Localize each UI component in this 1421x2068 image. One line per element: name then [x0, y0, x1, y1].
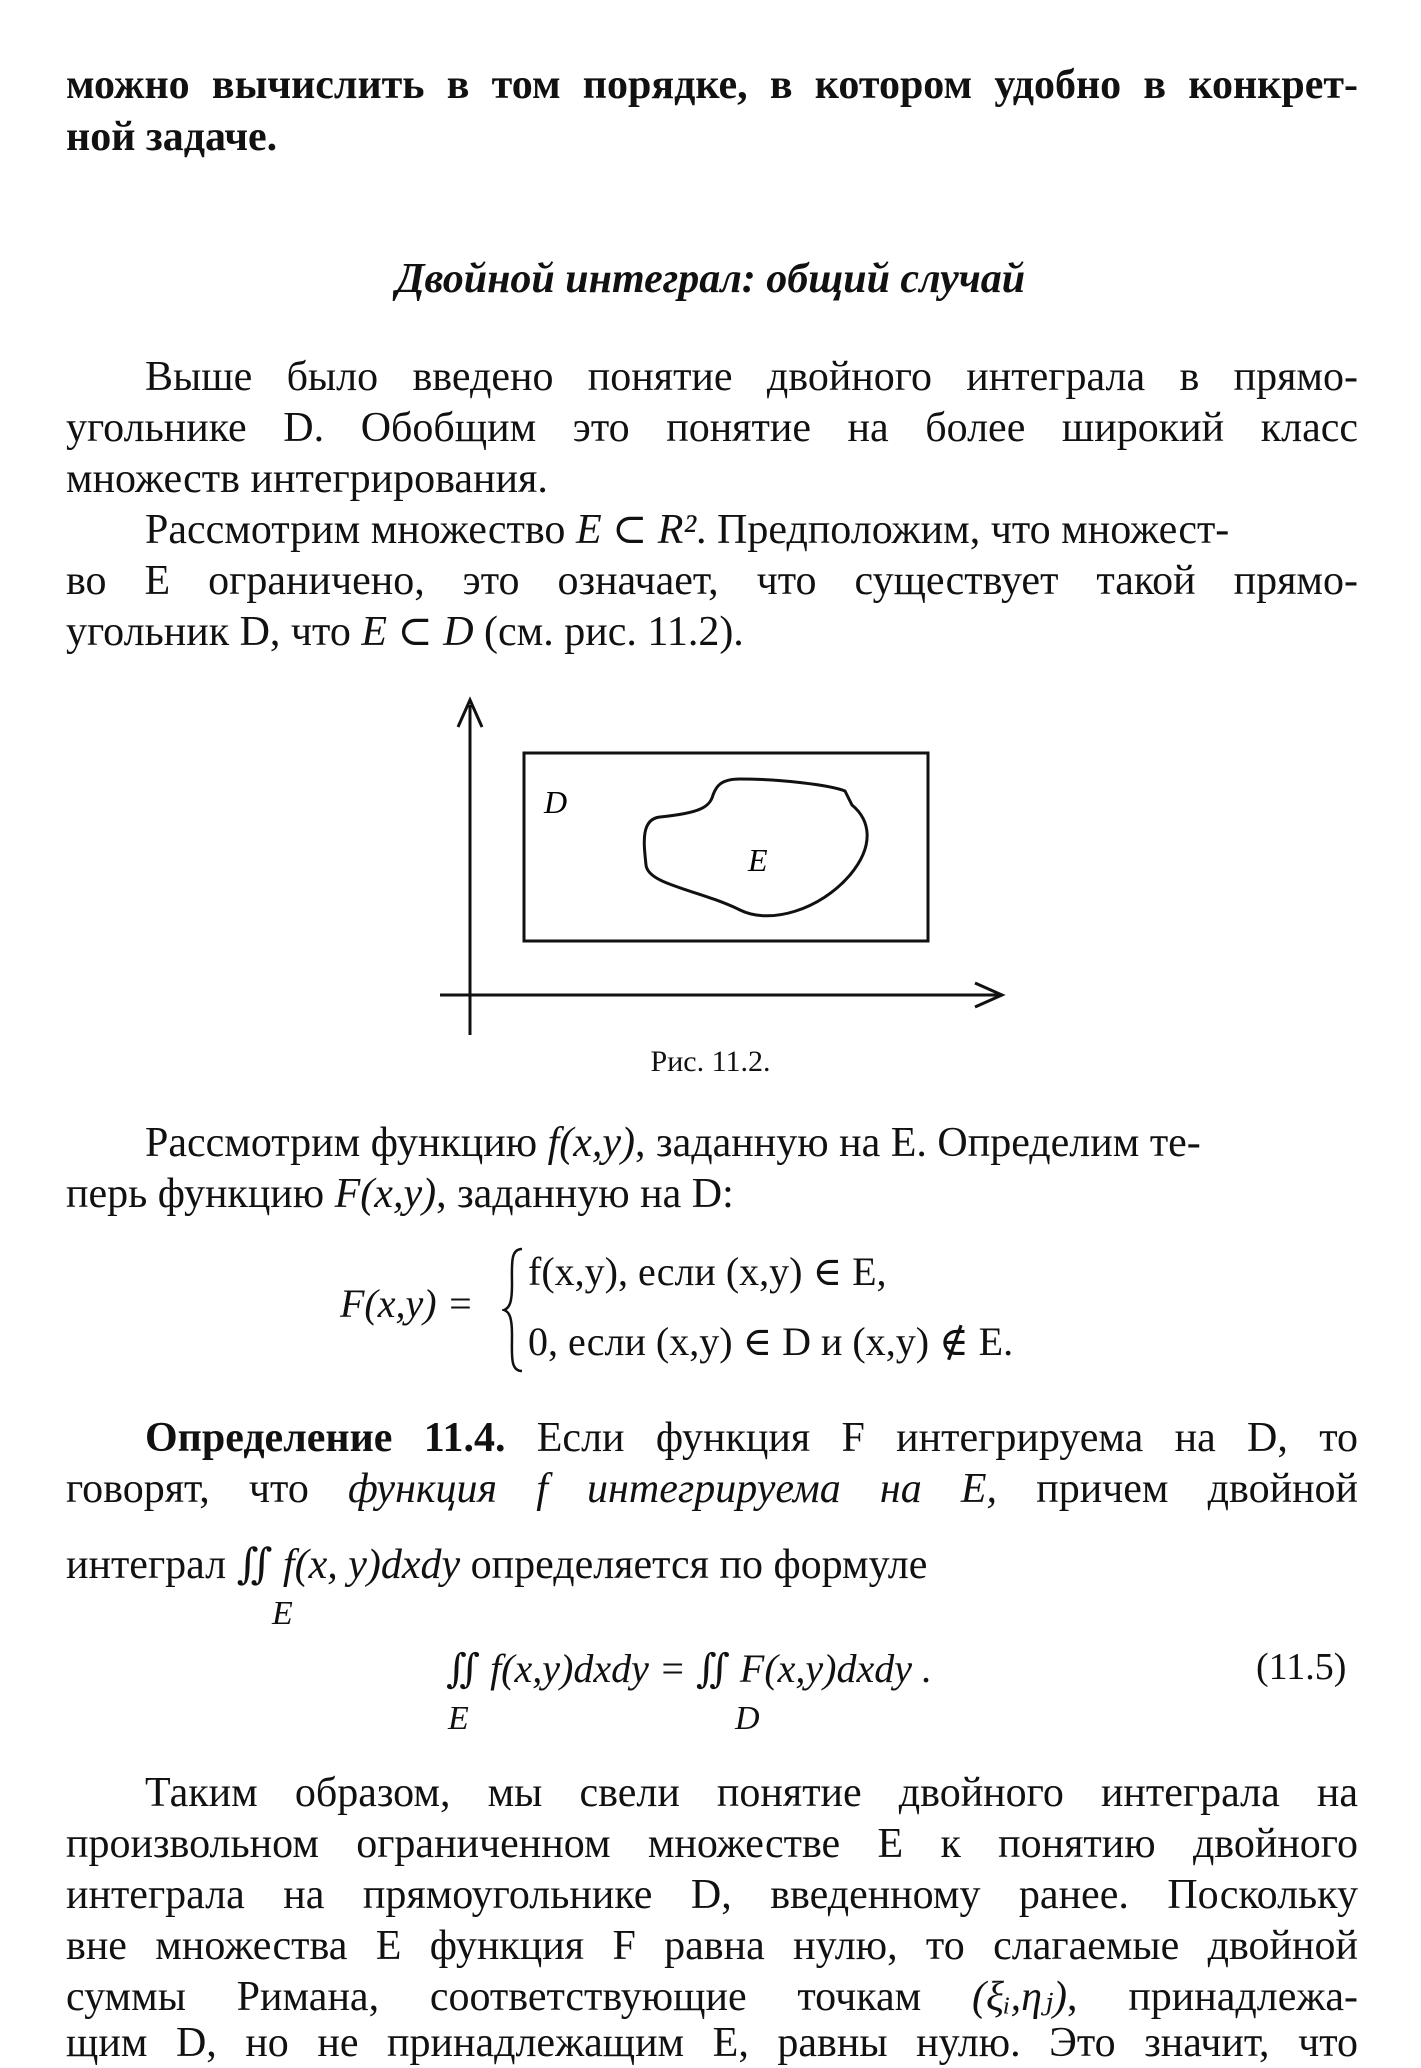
- formula-11-5: ∬ f(x,y)dxdy = ∬ F(x,y)dxdy .: [446, 1646, 932, 1691]
- p4-line-5: суммы Римана, соответствующие точкам (ξᵢ,ηⱼ), принадлежа-: [66, 1974, 1359, 2020]
- label-d: D: [544, 784, 568, 820]
- math-f-xy: f(x,y): [547, 1120, 636, 1166]
- p4-line-1: Таким образом, мы свели понятие двойного интеграла на: [145, 1770, 1358, 1816]
- p1-line-1: Выше было введено понятие двойного интеграла в прямо-: [145, 354, 1358, 400]
- p4-line-6: щим D, но не принадлежащим E, равны нулю. Это значит, что: [66, 2020, 1358, 2066]
- math-xi-eta: (ξᵢ,ηⱼ): [972, 1974, 1068, 2020]
- piecewise-case-1: f(x,y), если (x,y) ∈ E,: [528, 1249, 887, 1294]
- p2-line-3: угольник D, что E ⊂ D (см. рис. 11.2).: [66, 609, 744, 655]
- math-F-xy: F(x,y): [334, 1171, 437, 1217]
- p1-line-2: угольнике D. Обобщим это понятие на более широкий класс: [66, 405, 1358, 451]
- definition-line-3: интеграл ∬ f(x, y)dxdy определяется по формуле: [66, 1542, 928, 1588]
- formula-subscript-e: E: [448, 1700, 469, 1737]
- piecewise-case-2: 0, если (x,y) ∈ D и (x,y) ∉ E.: [528, 1319, 1014, 1364]
- p3-line-2: перь функцию F(x,y), заданную на D:: [66, 1171, 734, 1217]
- definition-label: Определение 11.4.: [145, 1415, 506, 1461]
- p1-line-3: множеств интегрирования.: [66, 456, 548, 502]
- p0-line-2: ной задаче.: [66, 114, 278, 160]
- p2-line-1: Рассмотрим множество E ⊂ R². Предположим, что множест-: [145, 507, 1230, 553]
- definition-italic-phrase: функция f интегрируема на E,: [348, 1466, 998, 1512]
- math-e-subset-r2: E ⊂ R²: [575, 507, 697, 553]
- definition-line-1: Определение 11.4. Если функция F интегрируема на D, то: [145, 1415, 1358, 1461]
- math-double-integral-e: ∬ f(x, y)dxdy: [236, 1542, 461, 1588]
- p0-line-1: можно вычислить в том порядке, в котором удобно в конкрет-: [66, 62, 1358, 108]
- figure-11-2: [440, 695, 1020, 1040]
- definition-line-2: говорят, что функция f интегрируема на E, причем двойной: [66, 1466, 1359, 1512]
- p2-line-2: во E ограничено, это означает, что существует такой прямо-: [66, 558, 1358, 604]
- math-e-subset-d: E ⊂ D: [361, 609, 474, 655]
- label-e: E: [748, 842, 768, 878]
- figure-caption: Рис. 11.2.: [650, 1045, 771, 1078]
- section-heading: Двойной интеграл: общий случай: [395, 256, 1026, 302]
- piecewise-brace: [502, 1245, 526, 1375]
- formula-subscript-d: D: [735, 1700, 760, 1737]
- integral-subscript-e: E: [272, 1595, 293, 1632]
- p4-line-2: произвольном ограниченном множестве E к понятию двойного: [66, 1821, 1358, 1867]
- formula-number: (11.5): [1256, 1646, 1347, 1688]
- piecewise-lhs: F(x,y) =: [340, 1281, 474, 1326]
- p3-line-1: Рассмотрим функцию f(x,y), заданную на E. Определим те-: [145, 1120, 1201, 1166]
- p4-line-4: вне множества E функция F равна нулю, то слагаемые двойной: [66, 1923, 1358, 1969]
- p4-line-3: интеграла на прямоугольнике D, введенному ранее. Поскольку: [66, 1872, 1358, 1918]
